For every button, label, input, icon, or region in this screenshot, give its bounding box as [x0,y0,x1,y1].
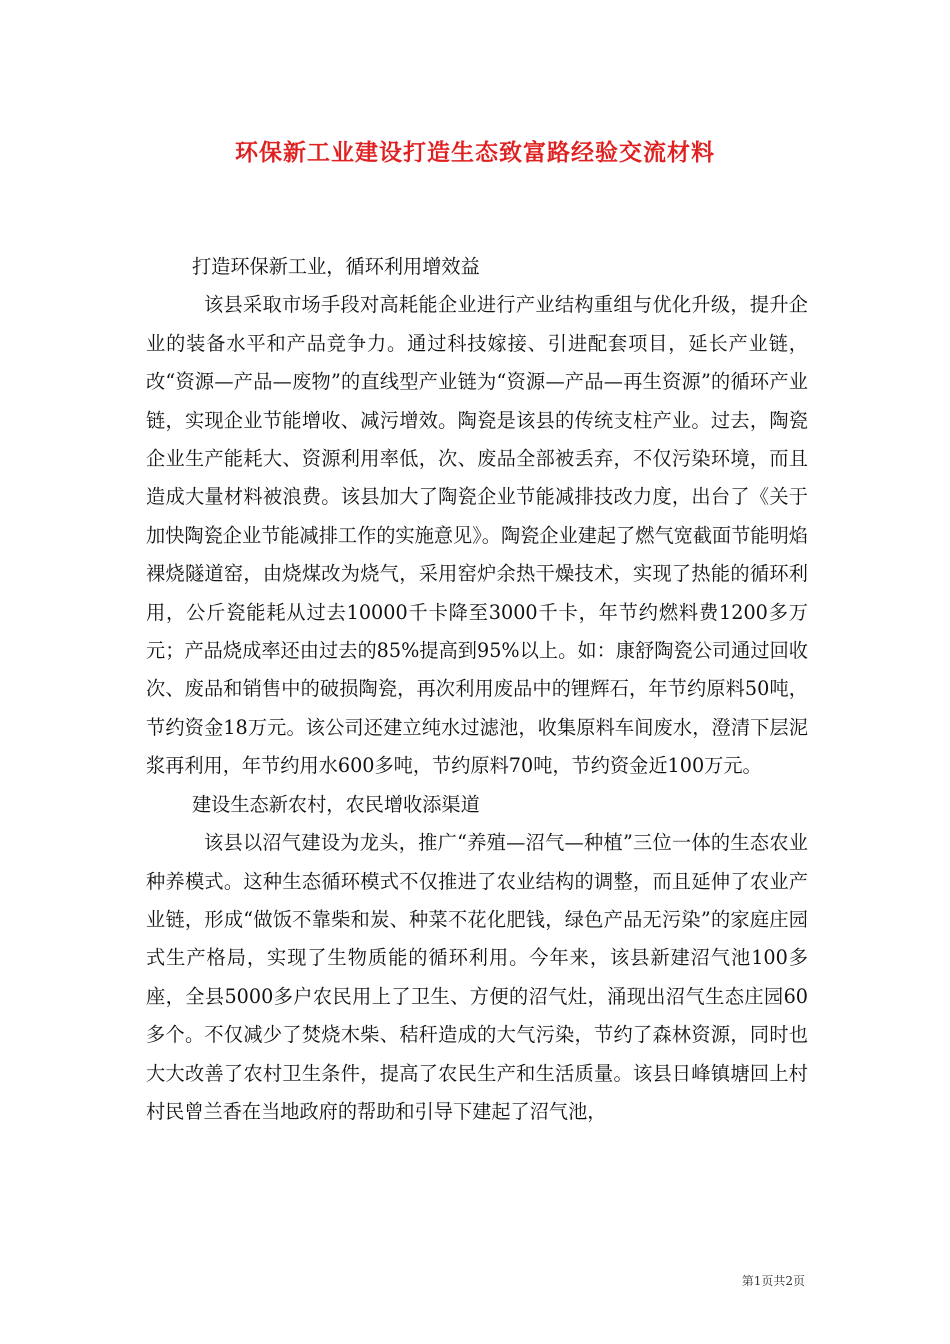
page-number: 第1页共2页 [741,1274,805,1288]
paragraph-1: 该县采取市场手段对高耗能企业进行产业结构重组与优化升级，提升企业的装备水平和产品竞争力。通过科技嫁接、引进配套项目，延长产业链，改“资源—产品—废物”的直线型产业链为“资源—产品—再生资源”的循环产业链，实现企业节能增收、减污增效。陶瓷是该县的传统支柱产业。过去，陶瓷企业生产能耗大、资源利用率低，次、废品全部被丢弃，不仅污染环境，而且造成大量材料被浪费。该县加大了陶瓷企业节能减排技改力度，出台了《关于加快陶瓷企业节能减排工作的实施意见》。陶瓷企业建起了燃气宽截面节能明焰裸烧隧道窑，由烧煤改为烧气，采用窑炉余热干燥技术，实现了热能的循环利用，公斤瓷能耗从过去10000千卡降至3000千卡，年节约燃料费1200多万元；产品烧成率还由过去的85%提高到95%以上。如：康舒陶瓷公司通过回收次、废品和销售中的破损陶瓷，再次利用废品中的锂辉石，年节约原料50吨，节约资金18万元。该公司还建立纯水过滤池，收集原料车间废水，澄清下层泥浆再利用，年节约用水600多吨，节约原料70吨，节约资金近100万元。 [146,293,808,778]
document-title: 环保新工业建设打造生态致富路经验交流材料 [235,139,715,166]
paragraph-2: 该县以沼气建设为龙头，推广“养殖—沼气—种植”三位一体的生态农业种养模式。这种生态循环模式不仅推进了农业结构的调整，而且延伸了农业产业链，形成“做饭不靠柴和炭、种菜不花化肥钱，绿色产品无污染”的家庭庄园式生产格局，实现了生物质能的循环利用。今年来，该县新建沼气池100多座，全县5000多户农民用上了卫生、方便的沼气灶，涌现出沼气生态庄园60多个。不仅减少了焚烧木柴、秸秆造成的大气污染，节约了森林资源，同时也大大改善了农村卫生条件，提高了农民生产和生活质量。该县日峰镇塘回上村村民曾兰香在当地政府的帮助和引导下建起了沼气池， [146,831,808,1123]
section-heading-1: 打造环保新工业，循环利用增效益 [192,255,480,278]
document-body [146,248,808,1131]
section-heading-2: 建设生态新农村，农民增收添渠道 [192,792,480,816]
